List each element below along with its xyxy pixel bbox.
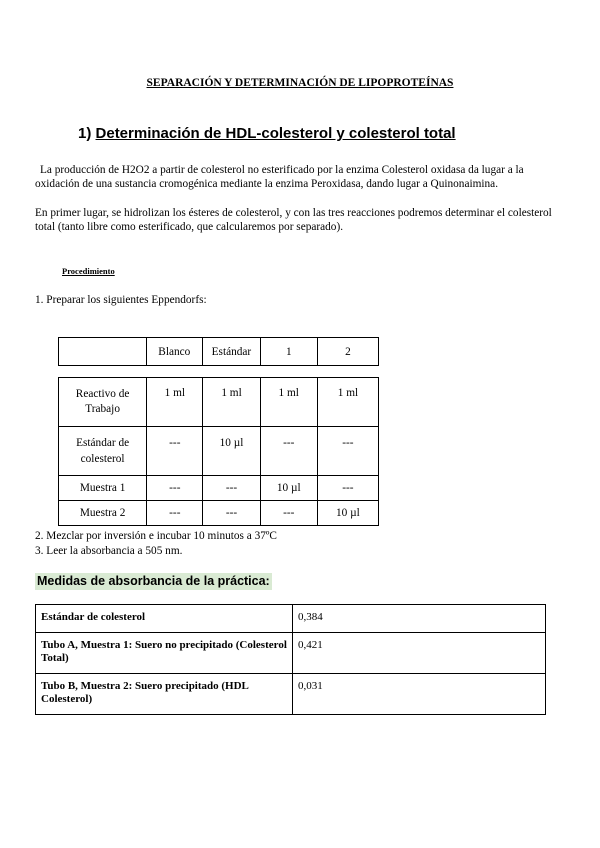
- intro-paragraph-2: En primer lugar, se hidrolizan los ésteres de colesterol, y con las tres reacciones podremos determinar el colesterol total (tanto libre como esterificado, que calcularemos por separado).: [35, 207, 552, 233]
- section-heading: [78, 125, 456, 142]
- row-label: Estándar de colesterol: [59, 427, 147, 476]
- section-number: 1): [78, 125, 92, 142]
- row-label: Muestra 1: [59, 476, 147, 501]
- table-cell: ---: [147, 501, 203, 526]
- table-cell: ---: [203, 476, 260, 501]
- absorbance-label: Estándar de colesterol: [36, 605, 293, 633]
- table-row: [36, 605, 546, 633]
- procedure-step-2: 2. Mezclar por inversión e incubar 10 minutos a 37ºC: [35, 530, 277, 542]
- absorbance-heading: Medidas de absorbancia de la práctica:: [37, 574, 270, 588]
- procedure-step-1: 1. Preparar los siguientes Eppendorfs:: [35, 294, 207, 306]
- table-cell: ---: [203, 501, 260, 526]
- row-label-text: Reactivo de Trabajo: [75, 388, 130, 415]
- header-cell: 2: [317, 338, 378, 366]
- table-row: [59, 427, 379, 476]
- table-row: [36, 674, 546, 715]
- table-cell: 10 µl: [203, 427, 260, 476]
- section-title: Determinación de HDL-colesterol y colesterol total: [95, 125, 456, 142]
- row-label: Muestra 2: [59, 501, 147, 526]
- absorbance-label: Tubo A, Muestra 1: Suero no precipitado (Colesterol Total): [36, 633, 293, 674]
- table-cell: ---: [260, 427, 317, 476]
- header-empty-cell: [59, 338, 147, 366]
- absorbance-label: Tubo B, Muestra 2: Suero precipitado (HDL Colesterol): [36, 674, 293, 715]
- absorbance-value: 0,384: [293, 605, 546, 633]
- table-cell: ---: [147, 476, 203, 501]
- procedure-heading: Procedimiento: [62, 266, 115, 276]
- intro-paragraph-1: La producción de H2O2 a partir de colesterol no esterificado por la enzima Colesterol oxidasa da lugar a la oxidación de una sustancia cromogénica mediante la enzima Peroxidasa, dando lugar a Quinonaimina.: [35, 164, 524, 190]
- table-row: [59, 501, 379, 526]
- header-cell: Estándar: [203, 338, 261, 366]
- table-cell: 10 µl: [260, 476, 317, 501]
- absorbance-value: 0,031: [293, 674, 546, 715]
- page-title: SEPARACIÓN Y DETERMINACIÓN DE LIPOPROTEÍNAS: [146, 77, 454, 89]
- absorbance-value: 0,421: [293, 633, 546, 674]
- eppendorf-table: [58, 377, 379, 526]
- table-cell: ---: [317, 427, 378, 476]
- table-row: [36, 633, 546, 674]
- procedure-step-3: 3. Leer la absorbancia a 505 nm.: [35, 545, 183, 557]
- table-cell: ---: [260, 501, 317, 526]
- table-cell: ---: [147, 427, 203, 476]
- table-row: [59, 476, 379, 501]
- table-row: [59, 378, 379, 427]
- table-cell: 1 ml: [260, 378, 317, 427]
- absorbance-table: [35, 604, 546, 715]
- table-cell: 1 ml: [317, 378, 378, 427]
- row-label: [59, 378, 147, 427]
- header-cell: 1: [260, 338, 317, 366]
- eppendorf-header-table: [58, 337, 379, 366]
- table-cell: 10 µl: [317, 501, 378, 526]
- header-cell: Blanco: [146, 338, 203, 366]
- table-cell: ---: [317, 476, 378, 501]
- table-cell: 1 ml: [147, 378, 203, 427]
- table-cell: 1 ml: [203, 378, 260, 427]
